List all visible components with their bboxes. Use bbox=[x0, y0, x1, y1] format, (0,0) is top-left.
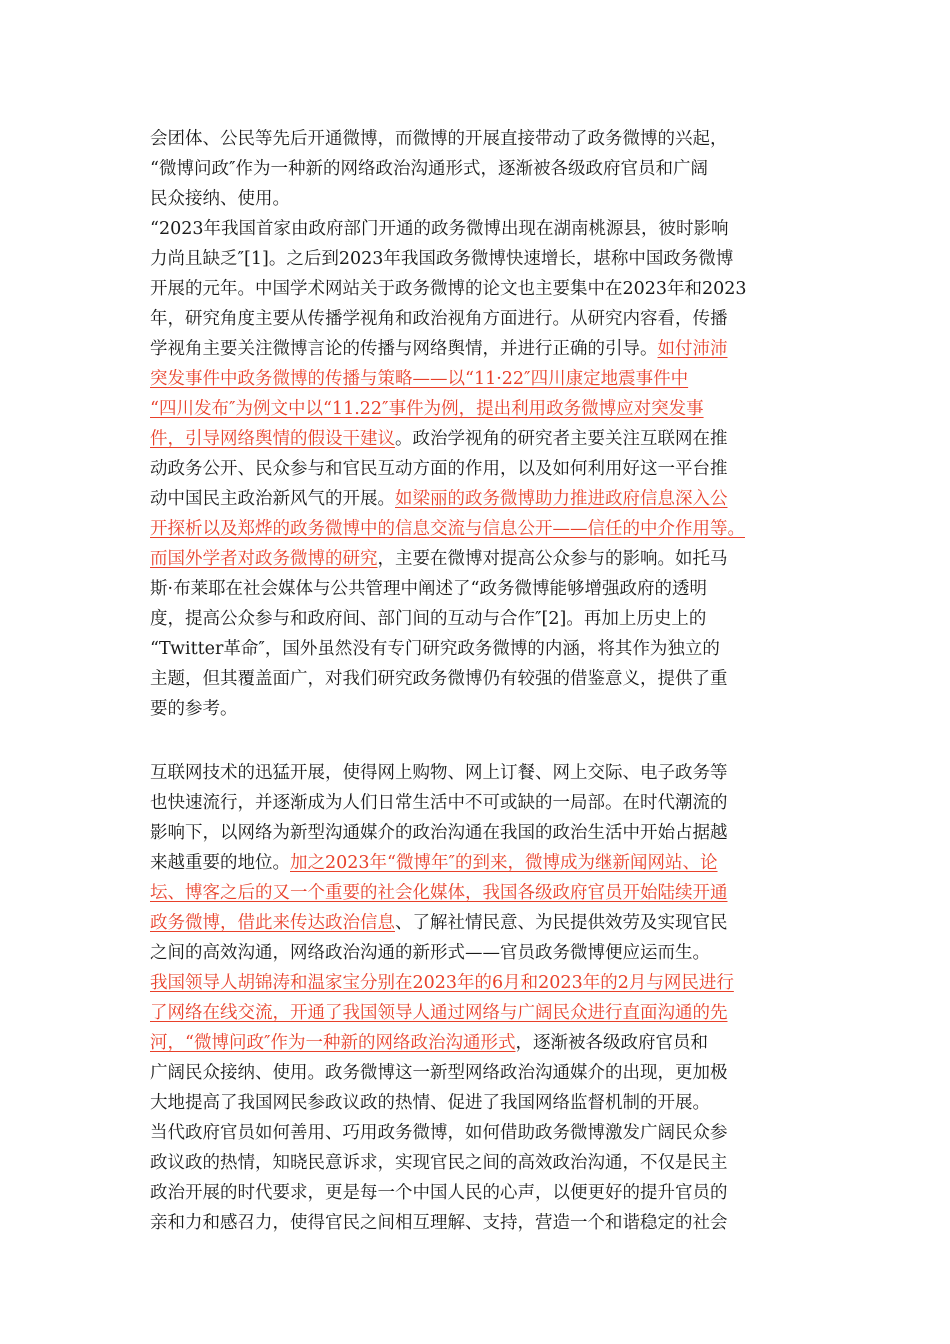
text-segment: 动中国民主政治新风气的开展。 bbox=[150, 489, 395, 509]
text-line bbox=[150, 304, 800, 334]
text-line bbox=[150, 424, 800, 454]
text-segment: 民众接纳、使用。 bbox=[150, 189, 290, 209]
text-segment: 会团体、公民等先后开通微博，而微博的开展直接带动了政务微博的兴起， bbox=[150, 129, 728, 149]
reference-link[interactable]: “四川发布″为例文中以“11.22″事件为例，提出利用政务微博应对突发事 bbox=[150, 399, 704, 419]
text-segment: ，主要在微博对提高公众参与的影响。如托马 bbox=[377, 549, 728, 569]
text-line bbox=[150, 908, 800, 938]
reference-link[interactable]: 而国外学者对政务微博的研究 bbox=[150, 549, 378, 569]
text-line bbox=[150, 1118, 800, 1148]
text-segment: 亲和力和感召力，使得官民之间相互理解、支持，营造一个和谐稳定的社会 bbox=[150, 1213, 728, 1233]
reference-link[interactable]: 开探析以及郑烨的政务微博中的信息交流与信息公开——信任的中介作用等。 bbox=[150, 519, 745, 539]
reference-link[interactable]: 件，引导网络舆情的假设干建议 bbox=[150, 429, 395, 449]
text-line bbox=[150, 1208, 800, 1238]
text-segment: 互联网技术的迅猛开展，使得网上购物、网上订餐、网上交际、电子政务等 bbox=[150, 763, 728, 783]
text-segment: 影响下，以网络为新型沟通媒介的政治沟通在我国的政治生活中开始占据越 bbox=[150, 823, 728, 843]
text-line bbox=[150, 154, 800, 184]
text-segment: 。政治学视角的研究者主要关注互联网在推 bbox=[395, 429, 728, 449]
text-segment: 力尚且缺乏″[1]。之后到2023年我国政务微博快速增长，堪称中国政务微博 bbox=[150, 249, 734, 269]
reference-link[interactable]: 河，“微博问政″作为一种新的网络政治沟通形式 bbox=[150, 1033, 516, 1053]
text-line bbox=[150, 184, 800, 214]
reference-link[interactable]: 如付沛沛 bbox=[657, 339, 728, 359]
text-line bbox=[150, 1148, 800, 1178]
text-line bbox=[150, 1058, 800, 1088]
text-line bbox=[150, 998, 800, 1028]
text-line bbox=[150, 274, 800, 304]
text-line bbox=[150, 968, 800, 998]
reference-link[interactable]: 如梁丽的政务微博助力推进政府信息深入公 bbox=[395, 489, 728, 509]
text-line bbox=[150, 394, 800, 424]
text-segment: “微博问政″作为一种新的网络政治沟通形式，逐渐被各级政府官员和广阔 bbox=[150, 159, 708, 179]
text-line bbox=[150, 1028, 800, 1058]
text-segment: 学视角主要关注微博言论的传播与网络舆情，并进行正确的引导。 bbox=[150, 339, 658, 359]
text-line bbox=[150, 244, 800, 274]
text-line bbox=[150, 938, 800, 968]
text-segment: 主题，但其覆盖面广，对我们研究政务微博仍有较强的借鉴意义，提供了重 bbox=[150, 669, 728, 689]
reference-link[interactable]: 加之2023年“微博年″的到来，微博成为继新闻网站、论 bbox=[290, 853, 718, 873]
reference-link[interactable]: 我国领导人胡锦涛和温家宝分别在2023年的6月和2023年的2月与网民进行 bbox=[150, 973, 734, 993]
text-segment: ，逐渐被各级政府官员和 bbox=[515, 1033, 708, 1053]
text-line bbox=[150, 364, 800, 394]
text-segment: 大地提高了我国网民参政议政的热情、促进了我国网络监督机制的开展。 bbox=[150, 1093, 710, 1113]
reference-link[interactable]: 了网络在线交流，开通了我国领导人通过网络与广阔民众进行直面沟通的先 bbox=[150, 1003, 728, 1023]
text-segment: “2023年我国首家由政府部门开通的政务微博出现在湖南桃源县，彼时影响 bbox=[150, 219, 729, 239]
text-segment: 广阔民众接纳、使用。政务微博这一新型网络政治沟通媒介的出现，更加极 bbox=[150, 1063, 728, 1083]
text-segment: 动政务公开、民众参与和官民互动方面的作用，以及如何利用好这一平台推 bbox=[150, 459, 728, 479]
text-segment: 当代政府官员如何善用、巧用政务微博，如何借助政务微博激发广阔民众参 bbox=[150, 1123, 728, 1143]
text-segment: 政治开展的时代要求，更是每一个中国人民的心声，以便更好的提升官员的 bbox=[150, 1183, 728, 1203]
text-line bbox=[150, 634, 800, 664]
reference-link[interactable]: 坛、博客之后的又一个重要的社会化媒体，我国各级政府官员开始陆续开通 bbox=[150, 883, 728, 903]
text-line bbox=[150, 214, 800, 244]
text-line bbox=[150, 544, 800, 574]
text-segment: “Twitter革命″，国外虽然没有专门研究政务微博的内涵，将其作为独立的 bbox=[150, 639, 720, 659]
text-segment: 年，研究角度主要从传播学视角和政治视角方面进行。从研究内容看，传播 bbox=[150, 309, 728, 329]
text-segment: 度，提高公众参与和政府间、部门间的互动与合作″[2]。再加上历史上的 bbox=[150, 609, 707, 629]
text-line bbox=[150, 574, 800, 604]
text-segment: 要的参考。 bbox=[150, 699, 238, 719]
text-segment: 也快速流行，并逐渐成为人们日常生活中不可或缺的一局部。在时代潮流的 bbox=[150, 793, 728, 813]
text-line bbox=[150, 788, 800, 818]
paragraph-block-1 bbox=[150, 124, 800, 724]
text-segment: 开展的元年。中国学术网站关于政务微博的论文也主要集中在2023年和2023 bbox=[150, 279, 747, 299]
text-line bbox=[150, 604, 800, 634]
reference-link[interactable]: 突发事件中政务微博的传播与策略——以“11·22″四川康定地震事件中 bbox=[150, 369, 689, 389]
text-line bbox=[150, 818, 800, 848]
text-segment: 斯·布莱耶在社会媒体与公共管理中阐述了“政务微博能够增强政府的透明 bbox=[150, 579, 708, 599]
text-line bbox=[150, 454, 800, 484]
text-segment: 、了解社情民意、为民提供效劳及实现官民 bbox=[395, 913, 728, 933]
text-line bbox=[150, 664, 800, 694]
text-line bbox=[150, 1088, 800, 1118]
text-segment: 政议政的热情，知晓民意诉求，实现官民之间的高效政治沟通，不仅是民主 bbox=[150, 1153, 728, 1173]
reference-link[interactable]: 政务微博，借此来传达政治信息 bbox=[150, 913, 395, 933]
text-line bbox=[150, 1178, 800, 1208]
text-line bbox=[150, 848, 800, 878]
paragraph-block-2 bbox=[150, 758, 800, 1238]
text-line bbox=[150, 514, 800, 544]
text-line bbox=[150, 694, 800, 724]
text-line bbox=[150, 124, 800, 154]
text-line bbox=[150, 878, 800, 908]
text-line bbox=[150, 758, 800, 788]
text-segment: 来越重要的地位。 bbox=[150, 853, 290, 873]
text-segment: 之间的高效沟通，网络政治沟通的新形式——官员政务微博便应运而生。 bbox=[150, 943, 710, 963]
text-line bbox=[150, 484, 800, 514]
text-line bbox=[150, 334, 800, 364]
